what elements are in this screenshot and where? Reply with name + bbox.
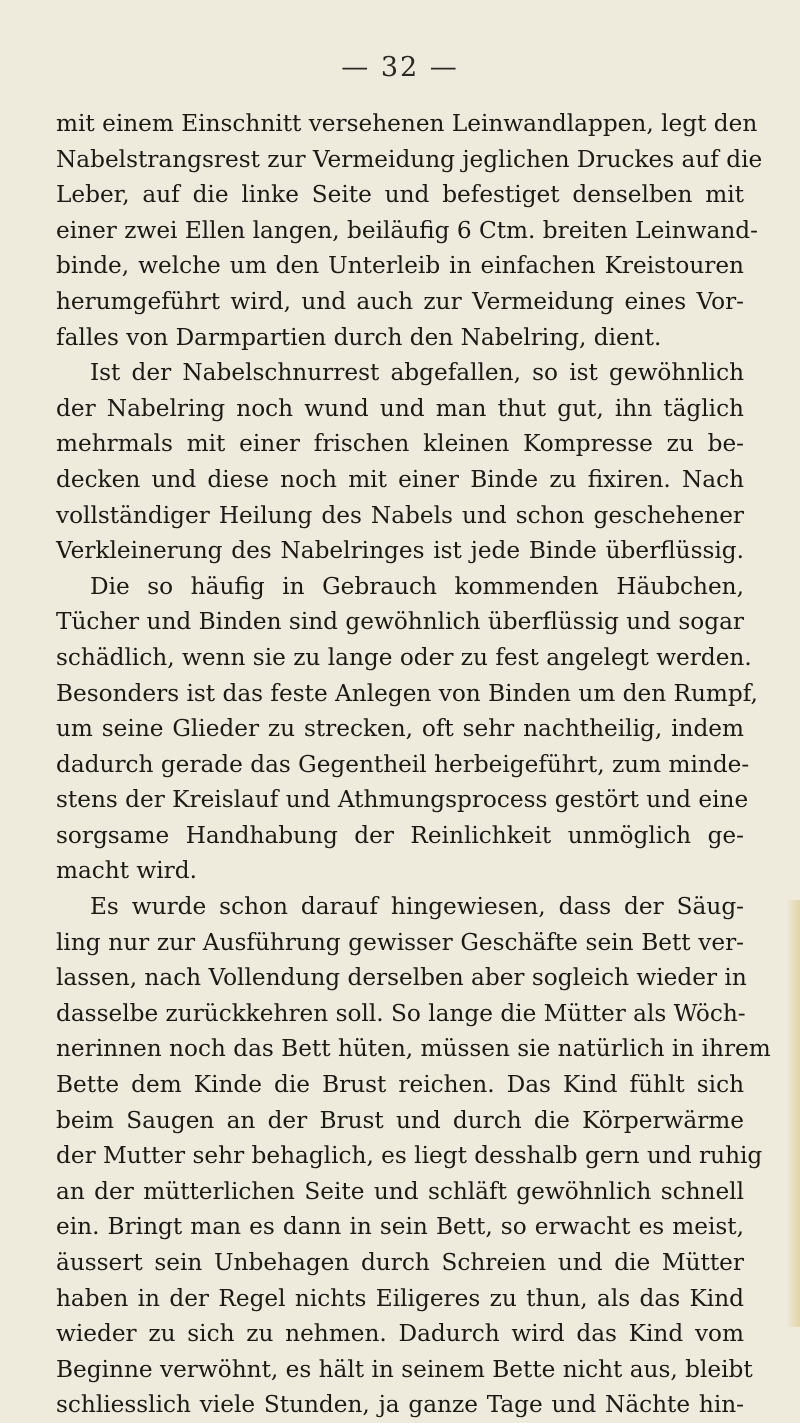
- text-line: Besonders ist das feste Anlegen von Binden um den Rumpf,: [56, 679, 758, 707]
- text-line: schliesslich viele Stunden, ja ganze Tage und Nächte hin-: [56, 1391, 744, 1419]
- text-line: ein. Bringt man es dann in sein Bett, so erwacht es meist,: [56, 1213, 744, 1241]
- text-line: dadurch gerade das Gegentheil herbeigeführt, zum minde-: [56, 750, 750, 778]
- text-line: Bette dem Kinde die Brust reichen. Das Kind fühlt sich: [56, 1071, 744, 1099]
- text-line: Verkleinerung des Nabelringes ist jede Binde überflüssig.: [56, 537, 744, 565]
- text-line: lassen, nach Vollendung derselben aber sogleich wieder in: [56, 964, 747, 992]
- text-line: falles von Darmpartien durch den Nabelring, dient.: [56, 323, 662, 351]
- text-line: einer zwei Ellen langen, beiläufig 6 Ctm. breiten Leinwand-: [56, 216, 758, 244]
- page-number: — 32 —: [341, 52, 459, 83]
- text-line: um seine Glieder zu strecken, oft sehr nachtheilig, indem: [56, 715, 744, 743]
- text-line: Die so häufig in Gebrauch kommenden Häubchen,: [90, 572, 744, 600]
- text-line: beim Saugen an der Brust und durch die Körperwärme: [56, 1106, 744, 1134]
- text-line: sorgsame Handhabung der Reinlichkeit unmöglich ge-: [56, 821, 744, 849]
- page-edge-stain: [786, 900, 800, 1327]
- text-line: Beginne verwöhnt, es hält in seinem Bette nicht aus, bleibt: [56, 1355, 753, 1383]
- text-line: Tücher und Binden sind gewöhnlich überflüssig und sogar: [56, 608, 744, 636]
- text-line: Ist der Nabelschnurrest abgefallen, so ist gewöhnlich: [90, 359, 744, 387]
- text-line: nerinnen noch das Bett hüten, müssen sie natürlich in ihrem: [56, 1035, 771, 1063]
- text-line: der Nabelring noch wund und man thut gut, ihn täglich: [56, 394, 744, 422]
- text-line: decken und diese noch mit einer Binde zu fixiren. Nach: [56, 465, 744, 493]
- text-line: Nabelstrangsrest zur Vermeidung jeglichen Druckes auf die: [56, 145, 763, 173]
- text-line: stens der Kreislauf und Athmungsprocess gestört und eine: [56, 786, 749, 814]
- text-line: ling nur zur Ausführung gewisser Geschäfte sein Bett ver-: [56, 928, 744, 956]
- text-line: schädlich, wenn sie zu lange oder zu fest angelegt werden.: [56, 643, 752, 671]
- body-text: [56, 106, 771, 1423]
- text-line: Es wurde schon darauf hingewiesen, dass der Säug-: [90, 893, 744, 921]
- text-line: wieder zu sich zu nehmen. Dadurch wird das Kind vom: [56, 1320, 744, 1348]
- text-line: mit einem Einschnitt versehenen Leinwandlappen, legt den: [56, 110, 758, 137]
- text-line: macht wird.: [56, 857, 197, 885]
- text-line: herumgeführt wird, und auch zur Vermeidung eines Vor-: [56, 287, 744, 315]
- text-line: binde, welche um den Unterleib in einfachen Kreistouren: [56, 252, 744, 280]
- text-line: haben in der Regel nichts Eiligeres zu thun, als das Kind: [56, 1284, 744, 1312]
- text-line: an der mütterlichen Seite und schläft gewöhnlich schnell: [56, 1177, 744, 1205]
- text-line: mehrmals mit einer frischen kleinen Kompresse zu be-: [56, 430, 744, 458]
- text-line: äussert sein Unbehagen durch Schreien und die Mütter: [56, 1249, 744, 1276]
- text-line: dasselbe zurückkehren soll. So lange die Mütter als Wöch-: [56, 999, 746, 1027]
- text-line: der Mutter sehr behaglich, es liegt desshalb gern und ruhig: [56, 1142, 763, 1170]
- text-line: Leber, auf die linke Seite und befestiget denselben mit: [56, 181, 744, 209]
- text-line: vollständiger Heilung des Nabels und schon geschehener: [56, 501, 744, 529]
